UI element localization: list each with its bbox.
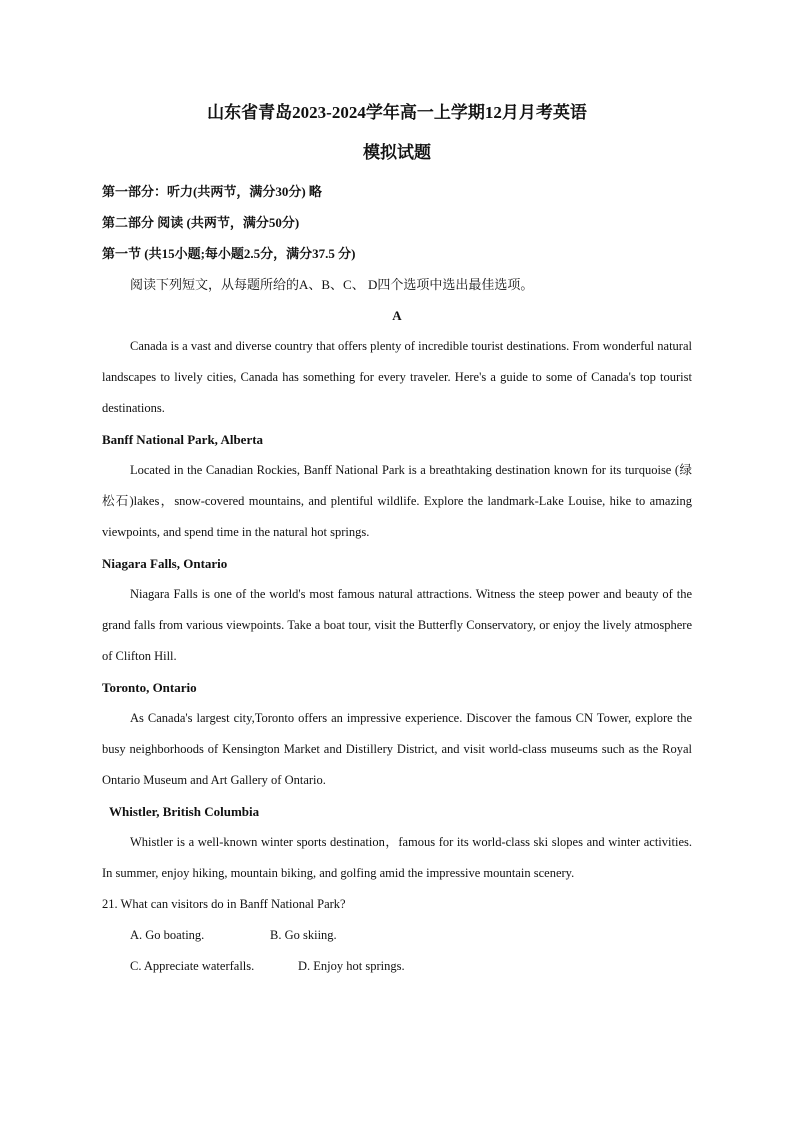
section1-heading: 第一节 (共15小题;每小题2.5分，满分37.5 分) bbox=[102, 246, 356, 261]
destination-title-banff: Banff National Park, Alberta bbox=[102, 432, 264, 447]
part1-heading: 第一部分：听力(共两节，满分30分) 略 bbox=[102, 184, 322, 199]
question-21-stem: 21. What can visitors do in Banff National Park? bbox=[102, 897, 346, 911]
option-a: A. Go boating. bbox=[130, 928, 205, 942]
passage-letter: A bbox=[392, 308, 402, 323]
destination-text-niagara: Niagara Falls is one of the world's most famous natural attractions. Witness the steep power and beauty of the grand falls from various viewpoints. Take a boat tour, visit the Butterfly Conservatory, or enjoy the lively atmosphere of Clifton Hill. bbox=[102, 587, 692, 663]
question-21-options-row1 bbox=[102, 920, 692, 951]
option-b: B. Go skiing. bbox=[270, 928, 337, 942]
exam-page bbox=[102, 98, 692, 982]
destination-text-toronto: As Canada's largest city,Toronto offers an impressive experience. Discover the famous CN Tower, explore the busy neighborhoods of Kensington Market and Distillery District, and visit world-class museums such as the Royal Ontario Museum and Art Gallery of Ontario. bbox=[102, 711, 692, 787]
destination-title-toronto: Toronto, Ontario bbox=[102, 680, 197, 695]
part2-heading: 第二部分 阅读 (共两节，满分50分) bbox=[102, 215, 300, 230]
passage-intro: Canada is a vast and diverse country that offers plenty of incredible tourist destinations. From wonderful natural landscapes to lively cities, Canada has something for every traveler. Here's a guide to some of Canada's top tourist destinations. bbox=[102, 339, 692, 415]
option-d: D. Enjoy hot springs. bbox=[298, 959, 405, 973]
destination-text-whistler: Whistler is a well-known winter sports destination，famous for its world-class ski slopes and winter activities. In summer, enjoy hiking, mountain biking, and golfing amid the impressive mountain scenery. bbox=[102, 835, 692, 880]
destination-title-whistler: Whistler, British Columbia bbox=[109, 804, 260, 819]
destination-title-niagara: Niagara Falls, Ontario bbox=[102, 556, 228, 571]
exam-title: 山东省青岛2023-2024学年高一上学期12月月考英语 bbox=[207, 103, 587, 122]
exam-subtitle: 模拟试题 bbox=[363, 143, 431, 162]
question-21-options-row2 bbox=[102, 951, 692, 982]
instruction-text: 阅读下列短文，从每题所给的A、B、C、 D四个选项中选出最佳选项。 bbox=[130, 277, 534, 292]
destination-text-banff: Located in the Canadian Rockies, Banff National Park is a breathtaking destination known for its turquoise (绿松石)lakes，snow-covered mountains, and plentiful wildlife. Explore the landmark-Lake Louise, hike to amazing viewpoints, and spend time in the natural hot springs. bbox=[102, 463, 692, 539]
option-c: C. Appreciate waterfalls. bbox=[130, 959, 255, 973]
